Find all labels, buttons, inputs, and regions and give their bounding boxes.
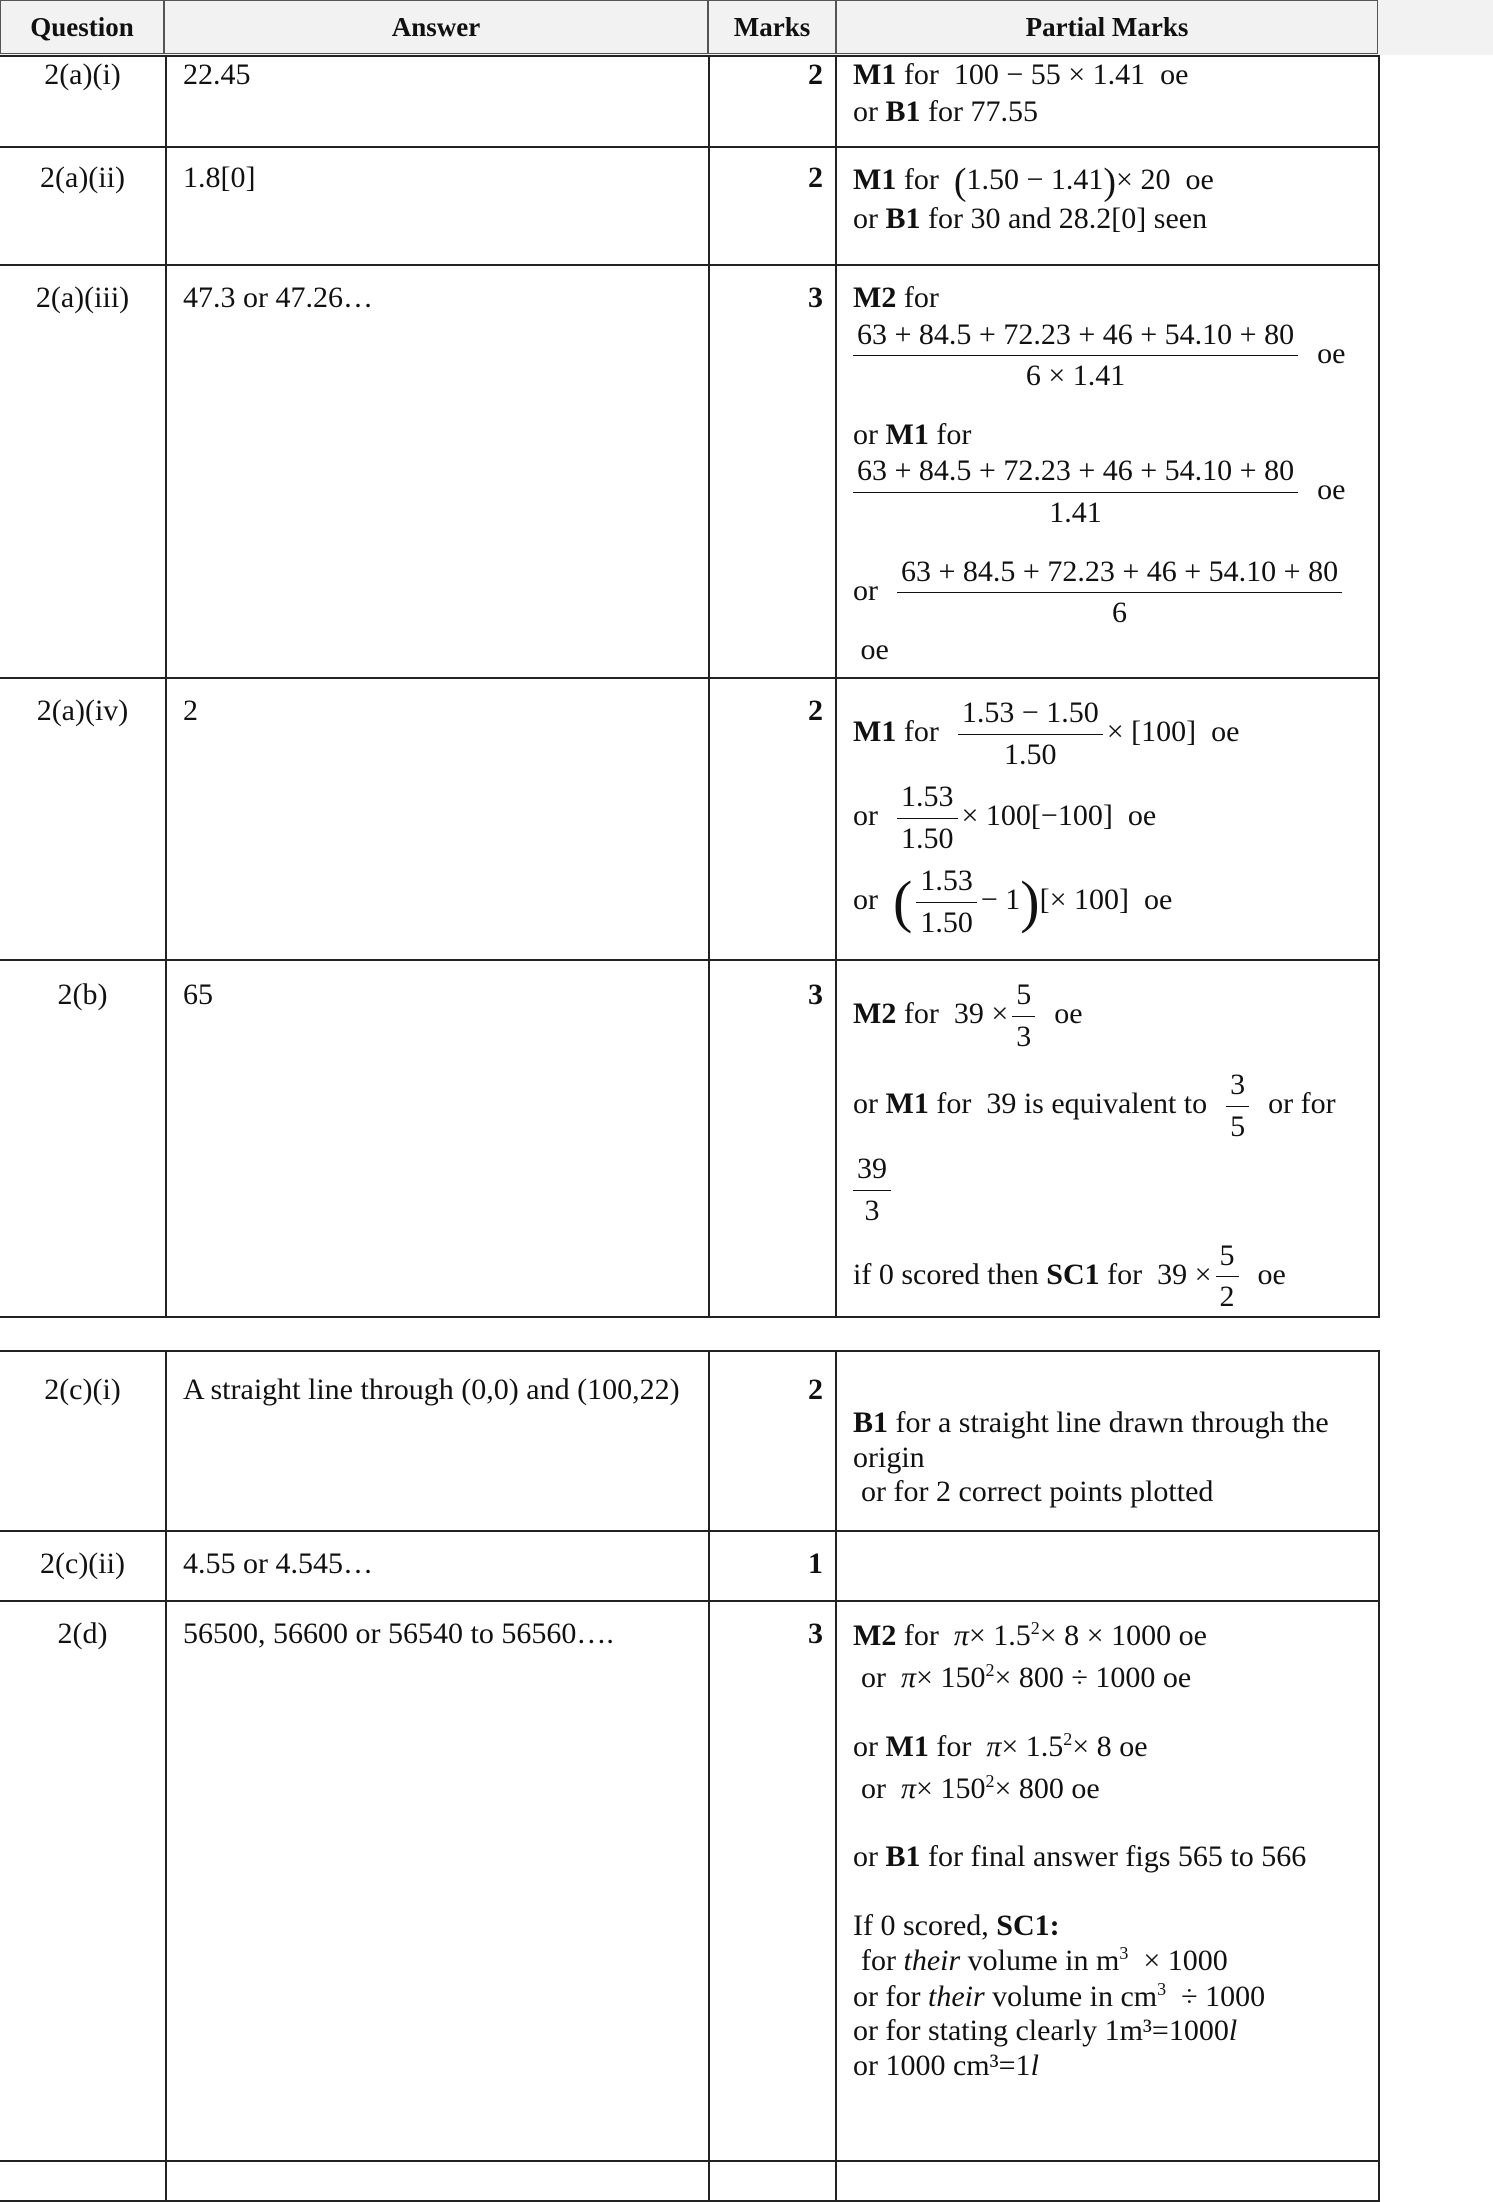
marks-cell: 3 xyxy=(709,960,836,1317)
table-row xyxy=(0,960,1379,1317)
table-row xyxy=(0,2161,1379,2201)
answer-cell: A straight line through (0,0) and (100,22) xyxy=(166,1351,709,1531)
marks-cell: 2 xyxy=(709,56,836,147)
answer-cell: 4.55 or 4.545… xyxy=(166,1531,709,1601)
marks-cell: 2 xyxy=(709,147,836,265)
header-question: Question xyxy=(0,0,164,54)
header-answer: Answer xyxy=(164,0,708,54)
question-cell: 2(c)(i) xyxy=(0,1351,166,1531)
marks-cell: 2 xyxy=(709,678,836,960)
table-header xyxy=(0,0,1493,55)
question-cell: 2(a)(iii) xyxy=(0,265,166,678)
question-cell: 2(a)(iv) xyxy=(0,678,166,960)
table-row xyxy=(0,56,1379,147)
answer-cell: 47.3 or 47.26… xyxy=(166,265,709,678)
partial-marks-cell xyxy=(836,2161,1379,2201)
table-row xyxy=(0,265,1379,678)
marks-cell xyxy=(709,2161,836,2201)
answer-cell: 2 xyxy=(166,678,709,960)
marks-cell: 1 xyxy=(709,1531,836,1601)
table-row xyxy=(0,1601,1379,2161)
table-row xyxy=(0,678,1379,960)
table-row xyxy=(0,147,1379,265)
partial-marks-cell: M2 for $\frac{63 + 84.5 + 72.23 + 46 + 54.10 + 80}{6 \times 1.41}$ oe or M1 for $\frac{63 + 84.5 + 72.23 + 46 + 54.10 + 80}{1.41}$ oe or $\frac{63 + 84.5 + 72.23 + 46 + 54.10 + 80}{6}$ oe xyxy=(836,265,1379,678)
partial-marks-cell: M1 for 100 − 55 × 1.41 oe or B1 for 77.55 xyxy=(836,56,1379,147)
question-cell: 2(a)(i) xyxy=(0,56,166,147)
question-cell: 2(b) xyxy=(0,960,166,1317)
partial-marks-cell: M2 for $\pi\times 1.5^2\times 8 \times 1000$ oe or $\pi\times 150^2\times 800 \div 1000$ oe or M1 for $\pi\times 1.5^2\times 8$ oe or $\pi\times 150^2\times 800$ oe or B1 for final answer figs 565 to 566 If 0 scored, SC1: for their volume in $m^3 \times 1000$ or for their volume in $cm^3 \div 1000$ or for stating clearly 1m³=1000l or 1000 cm³=1l xyxy=(836,1601,1379,2161)
mark-table-upper xyxy=(0,55,1380,1318)
table-row xyxy=(0,1531,1379,1601)
answer-cell: 22.45 xyxy=(166,56,709,147)
question-cell xyxy=(0,2161,166,2201)
answer-cell: 65 xyxy=(166,960,709,1317)
marks-cell: 2 xyxy=(709,1351,836,1531)
header-partial-marks: Partial Marks xyxy=(836,0,1378,54)
marks-cell: 3 xyxy=(709,265,836,678)
answer-cell: 1.8[0] xyxy=(166,147,709,265)
table-row xyxy=(0,1351,1379,1531)
partial-marks-cell: M1 for $\frac{1.53 - 1.50}{1.50}$ × [100] oe or $\frac{1.53}{1.50}$ × 100[−100] oe or ( $\frac{1.53}{1.50}$ − 1)[× 100] oe xyxy=(836,678,1379,960)
partial-marks-cell: M1 for (1.50 − 1.41)× 20 oe or B1 for 30 and 28.2[0] seen xyxy=(836,147,1379,265)
partial-marks-cell: M2 for 39 × $\frac{5}{3}$ oe or M1 for 39 is equivalent to $\frac{3}{5}$ or for $\frac{39}{3}$ if 0 scored then SC1 for 39 × $\frac{5}{2}$ oe xyxy=(836,960,1379,1317)
question-cell: 2(c)(ii) xyxy=(0,1531,166,1601)
answer-cell xyxy=(166,2161,709,2201)
partial-marks-cell xyxy=(836,1531,1379,1601)
question-cell: 2(d) xyxy=(0,1601,166,2161)
header-marks: Marks xyxy=(708,0,836,54)
partial-marks-cell: B1 for a straight line drawn through the origin or for 2 correct points plotted xyxy=(836,1351,1379,1531)
marks-cell: 3 xyxy=(709,1601,836,2161)
mark-table-lower xyxy=(0,1350,1380,2202)
question-cell: 2(a)(ii) xyxy=(0,147,166,265)
answer-cell: 56500, 56600 or 56540 to 56560…. xyxy=(166,1601,709,2161)
